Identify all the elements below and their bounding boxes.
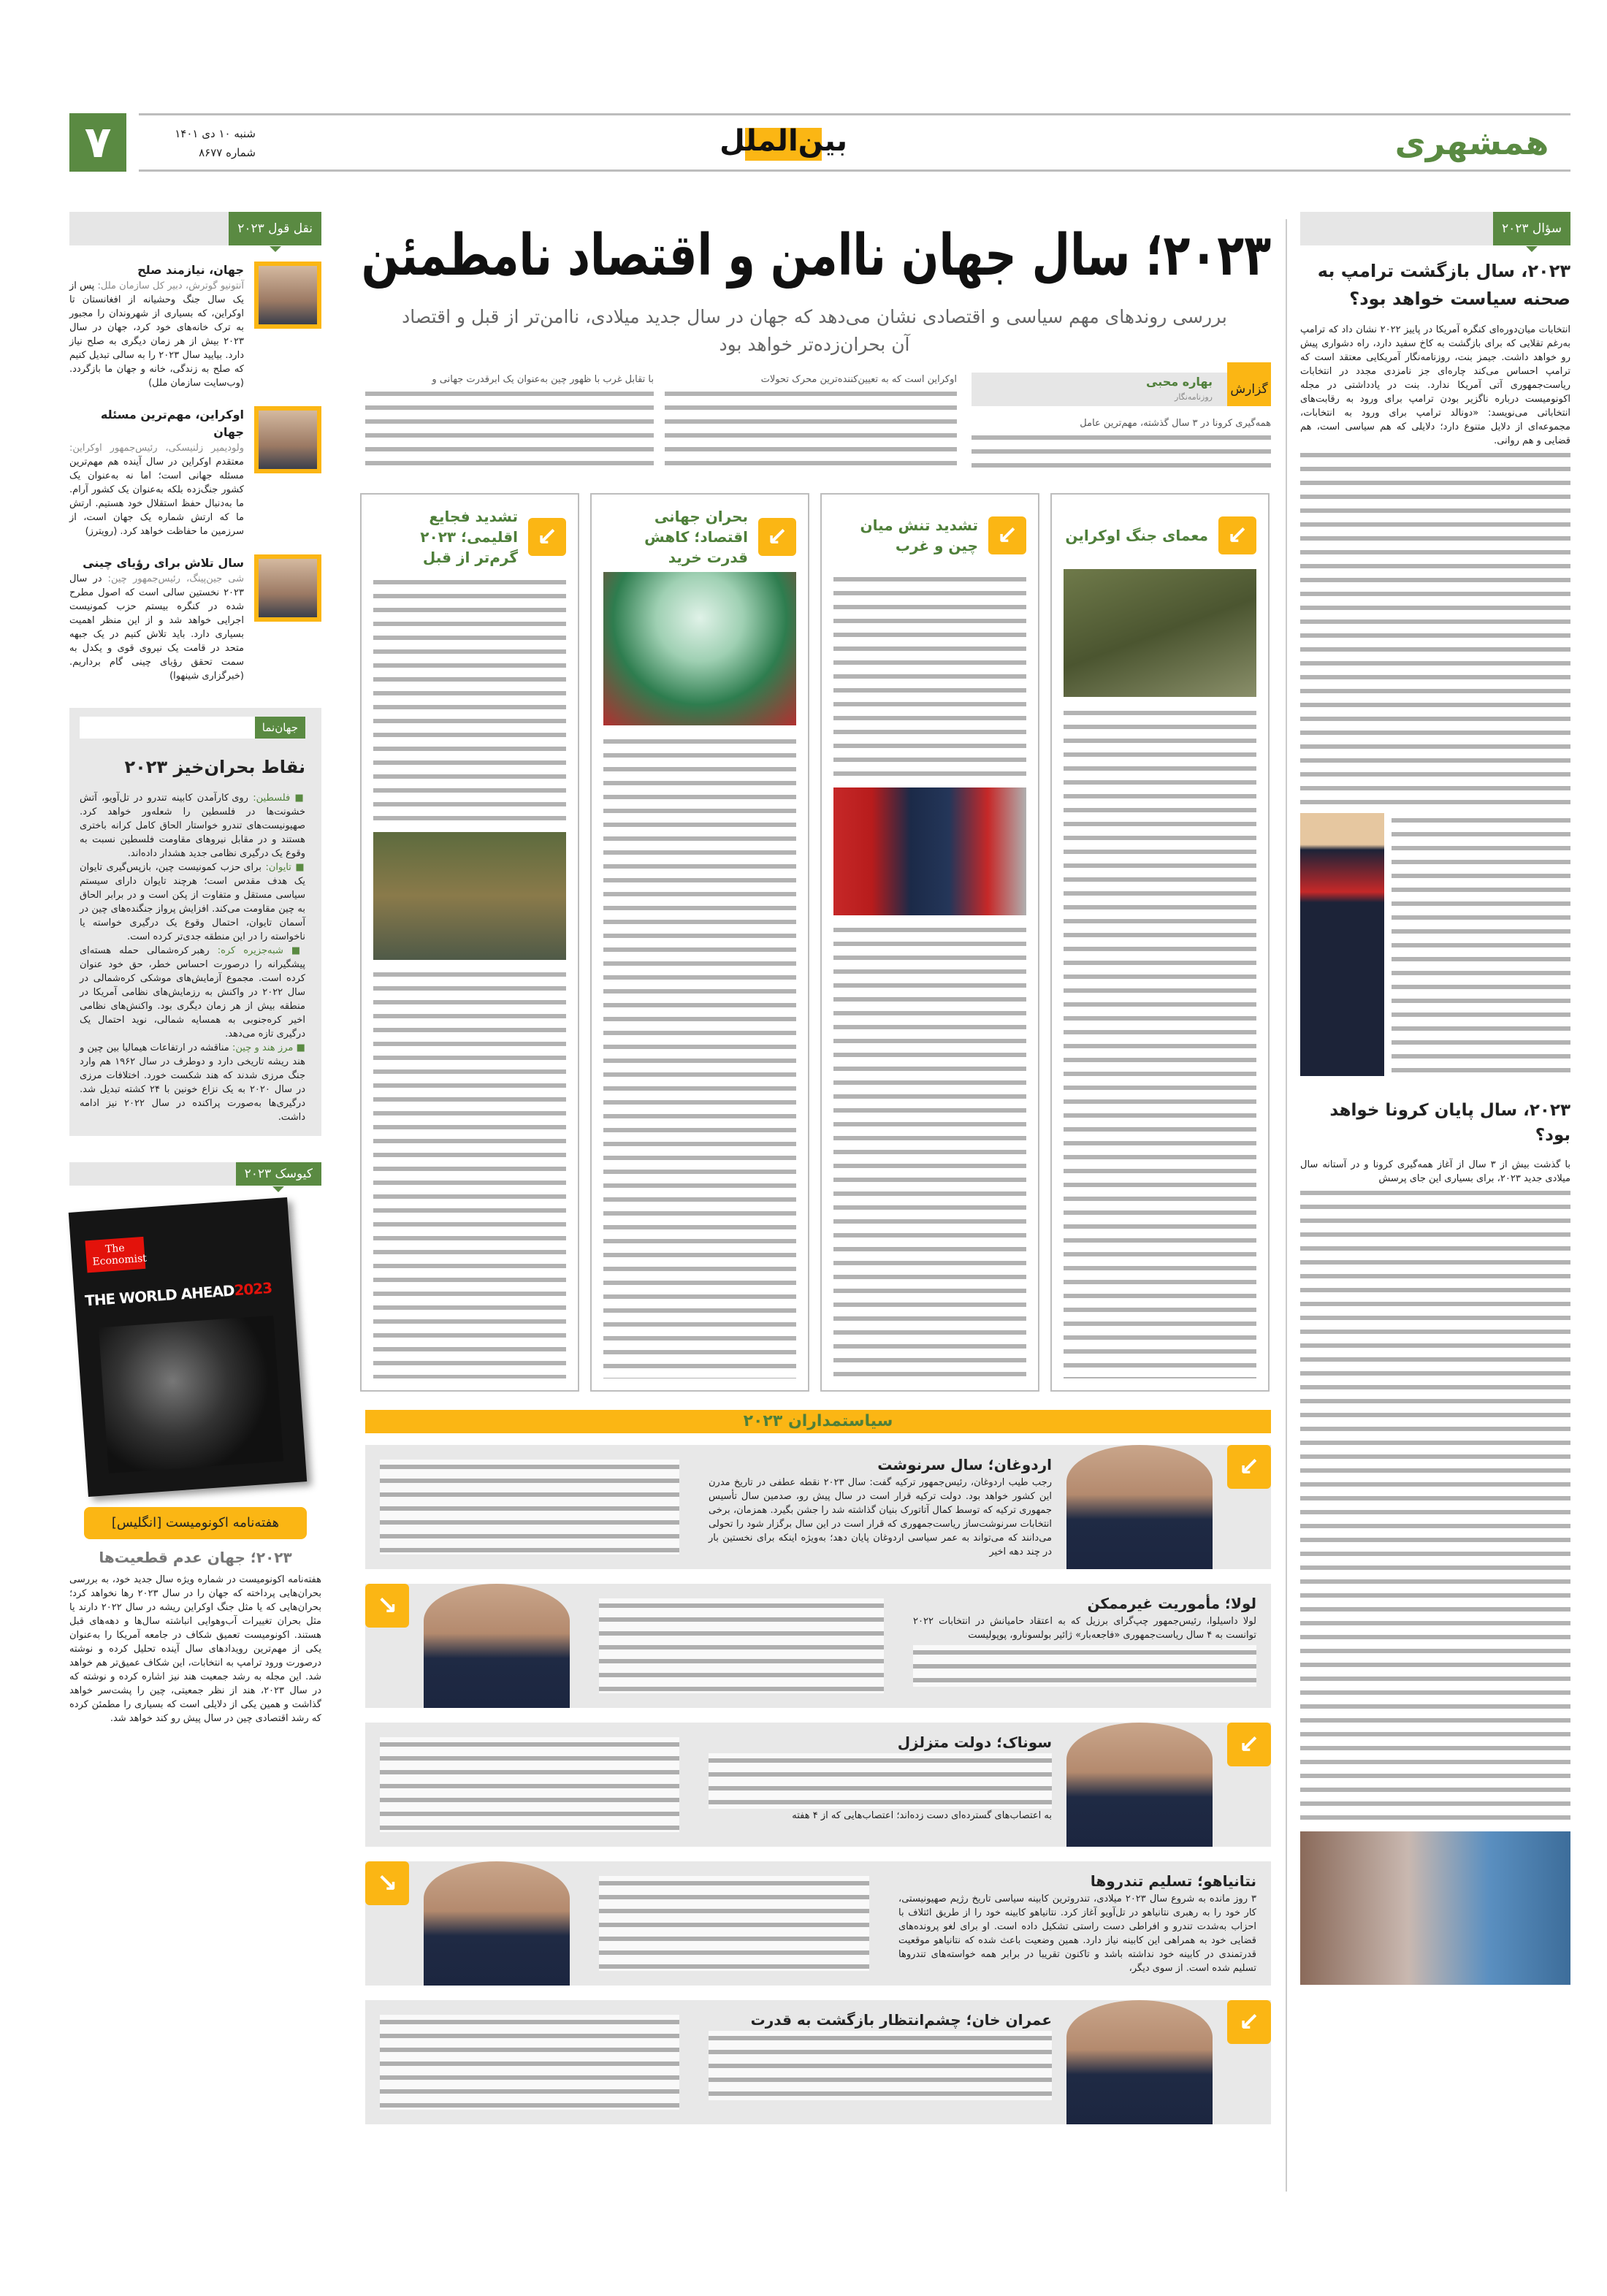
crisis-text: برای حزب کمونیست چین، بازپس‌گیری تایوان یک هدف مقدس است؛ هرچند تایوان دارای سیستم سیاسی مستقل و متفاوت از پکن است و در برابر الحاق به چین مقاومت می‌کند. افزایش پرواز جنگنده‌های چین در آسمان تایوان، احتمال وقوع یک درگیری خواسته یا ناخواسته را در این منطقه جدی‌تر کرده است. (80, 862, 305, 942)
flood-photo (373, 832, 566, 960)
main-subtitle: بررسی روندهای مهم سیاسی و اقتصادی نشان می‌دهد که جهان در سال جدید میلادی، ناامن‌تر از قبل و اقتصاد آن بحران‌زده‌تر خواهد بود (402, 306, 1227, 355)
erdogan-photo (1066, 1445, 1213, 1569)
arrow-down-left-icon: ↙ (1227, 2000, 1271, 2044)
xi-photo (254, 554, 321, 622)
crisis-title: نقاط بحران‌خیز ۲۰۲۳ (124, 757, 305, 777)
quotes-tag (69, 212, 321, 245)
crisis-text: رهبر کره‌شمالی حمله هسته‌ای پیشگیرانه را درصورت احساس خطر، حق خود عنوان کرده است. مجموع آزمایش‌های موشکی کره‌شمالی در سال ۲۰۲۲ در واکنش به رزمایش‌های نظامی آمریکا در منطقه بیش از هر زمان دیگری بود. واکنش‌های نظامی اخیر کره‌جنوبی به همسایه شمالی، نوید احتمال یک درگیری تازه می‌دهد. (80, 945, 306, 1040)
box-title: معمای جنگ اوکراین (1065, 527, 1208, 544)
box-body-text (1064, 706, 1256, 1378)
tag-label: نقل قول ۲۰۲۳ (229, 212, 321, 245)
crisis-text: روی کارآمدن کابینه تندرو در تل‌آویو، آتش خشونت‌ها در فلسطین را شعله‌ور خواهد کرد. صهیونیست‌های تندرو خواستار الحاق کامل کرانه باختری هستند و در مقابل نیروهای مقاومت فلسطین نسبت به وقوع یک درگیری نظامی جدید هشدار داده‌اند. (80, 793, 305, 859)
box-title: تشدید تنش میان چین و غرب (860, 516, 978, 554)
crisis-text: مناقشه در ارتفاعات هیمالیا بین چین و هند ریشه تاریخی دارد و دوطرف در سال ۱۹۶۲ هم وارد جنگ مرزی شدند که هند شکست خورد. اختلافات مرزی در سال ۲۰۲۰ به یک نزاع خونین با ۲۴ کشته تبدیل شد. درگیری‌ها به‌صورت پراکنده در سال ۲۰۲۲ نیز ادامه داشت. (80, 1042, 306, 1123)
trump-headline: ۲۰۲۳، سال بازگشت ترامپ به صحنه سیاست خواهد بود؟ (1317, 261, 1570, 309)
report-tag: گزارش (1227, 362, 1271, 406)
crisis-points-panel (69, 708, 321, 1136)
economist-cover (69, 1197, 307, 1497)
stock-market-umbrella-photo (603, 572, 796, 725)
quote-text (69, 279, 244, 390)
trump-photo (1300, 813, 1384, 1076)
left-column (69, 212, 321, 1725)
politician-title: نتانیاهو؛ تسلیم تندروها (1090, 1872, 1256, 1890)
box-header (373, 506, 566, 568)
quote-text (69, 572, 244, 683)
box-title: بحران جهانی اقتصاد؛ کاهش قدرت خرید (644, 508, 748, 566)
quote-guterres (69, 262, 321, 390)
question-tag (1300, 212, 1570, 245)
politician-erdogan (365, 1445, 1271, 1569)
arrow-down-left-icon: ↙ (1227, 1445, 1271, 1489)
report-byline (972, 373, 1271, 406)
quote-title: سال تلاش برای رؤیای چینی (83, 556, 244, 570)
politician-text-cont (380, 1460, 679, 1555)
tag-label: جهان‌نما (255, 717, 305, 739)
quote-content (69, 406, 244, 538)
topic-box-china-west (820, 493, 1039, 1392)
politician-text: رجب طیب اردوغان، رئیس‌جمهور ترکیه گفت: سال ۲۰۲۳ نقطه عطفی در تاریخ مدرن این کشور خواهد بود. دولت ترکیه قرار است در سال پیش رو، صدمین سال تأسیس جمهوری ترکیه که توسط کمال آتاتورک بنیان گذاشته شد را جشن بگیرد. همزمان، برخی انتخابات سرنوشت‌ساز ریاست‌جمهوری که قرار است در این سال برگزار شود را تحولی می‌دانند که می‌تواند به عمر سیاسی اردوغان پایان دهد؛ به‌ویژه اینکه برای نخستین بار در چند دهه اخیر (709, 1477, 1053, 1557)
politician-netanyahu (365, 1861, 1271, 1986)
politician-text-cont (599, 1876, 869, 1971)
crisis-label: فلسطین: (253, 793, 291, 804)
newspaper-logo[interactable]: همشهری (1394, 123, 1549, 162)
text-lines (709, 1753, 1052, 1809)
header-bottom-rule (139, 169, 1570, 172)
politician-text: ۳ روز مانده به شروع سال ۲۰۲۳ میلادی، تندروترین کابینه سیاسی تاریخ رژیم صهیونیستی، کار خود را به رهبری نتانیاهو در تل‌آویو آغاز کرد. نتانیاهو کابینه خود را از طریق ائتلاف با احزاب به‌شدت تندرو و افراطی دست راستی تشکیل داده است. او برای لغو پرونده‌های قضایی خود به همراهی این کابینه نیاز دارد. همین وضعیت باعث شده که نتانیاهو موقعیت قدرتمندی در کابینه خود نداشته باشد و تاکنون تقریبا در برابر همه خواسته‌های تندروها تسلیم شده است. از سوی دیگر، (898, 1893, 1256, 1974)
quote-content (69, 554, 244, 683)
crisis-label: شبه‌جزیره کره: (217, 945, 283, 956)
quote-text (69, 441, 244, 538)
box-body-text (603, 734, 796, 1378)
crisis-label: تایوان: (265, 862, 291, 873)
politician-title: عمران خان؛ چشم‌انتظار بازگشت به قدرت (750, 2011, 1052, 2029)
crisis-list (80, 791, 305, 1124)
bullet-square-icon: ■ (294, 793, 305, 804)
guterres-photo (254, 262, 321, 329)
quote-author: آنتونیو گوترش، دبیر کل سازمان ملل: (97, 281, 244, 291)
kiosk-caption: هفته‌نامه اکونومیست [انگلیس] (84, 1507, 307, 1539)
politician-title: اردوغان؛ سال سرنوشت (877, 1456, 1052, 1473)
box-body-text (833, 572, 1026, 780)
trump-body-cont (1392, 813, 1570, 1076)
header-top-rule (139, 113, 1570, 115)
tag-label: کیوسک ۲۰۲۳ (236, 1162, 321, 1186)
topic-box-climate (360, 493, 579, 1392)
crisis-item (80, 944, 305, 1041)
quote-xi (69, 554, 321, 683)
quote-body: در سال ۲۰۲۳ نخستین سالی است که اصول مطرح شده در کنگره بیستم حزب کمونیست اجرایی خواهد شد و از این منظر اهمیت بسیاری دارد. باید تلاش کنیم در یک جبهه متحد در قامت یک نیروی قوی و یکدل به سمت تحقق رؤیای چینی گام برداریم. (خبرگزاری شینهوا) (69, 573, 244, 682)
cover-collage (99, 1316, 283, 1473)
zelensky-photo (254, 406, 321, 473)
politician-text: لولا داسیلوا، رئیس‌جمهور چپ‌گرای برزیل که به اعتقاد حامیانش در انتخابات ۲۰۲۲ توانست به ۴ سال ریاست‌جمهوری «فاجعه‌بار» ژائیر بولسونارو، پوپولیست (913, 1616, 1256, 1641)
text-lines (365, 386, 654, 470)
quote-title: اوکراین، مهم‌ترین مسئله جهان (100, 408, 244, 439)
intro-text: همه‌گیری کرونا در ۳ سال گذشته، مهم‌ترین عامل (1080, 418, 1271, 429)
crisis-item (80, 791, 305, 861)
arrow-down-left-icon: ↙ (758, 518, 796, 556)
politician-title: لولا؛ مأموریت غیرممکن (1087, 1595, 1256, 1612)
politician-text-block (898, 1861, 1271, 1986)
date-block (139, 124, 256, 162)
trump-photo-row (1300, 813, 1570, 1076)
intro-text: با تقابل غرب با ظهور چین به‌عنوان یک ابرقدرت جهانی و (432, 374, 654, 385)
cover-year: 2023 (233, 1278, 272, 1300)
column-divider (1286, 219, 1287, 2192)
text-lines (972, 430, 1271, 472)
right-column (1300, 212, 1570, 1985)
cover-title (84, 1279, 272, 1310)
imran-khan-photo (1066, 2000, 1213, 2124)
crisis-item (80, 1041, 305, 1124)
kiosk-body: هفته‌نامه اکونومیست در شماره ویژه سال جدید خود، به بررسی بحران‌هایی پرداخته که جهان را در سال ۲۰۲۳ رها نخواهد کرد؛ بحران‌هایی که یا مثل جنگ اوکراین ریشه در سال ۲۰۲۲ دارند یا مثل بحران تغییرات آب‌وهوایی انباشته سال‌ها و دهه‌های قبل هستند. اکونومیست تعمیق شکاف در جامعه آمریکا را به‌عنوان یکی از مهم‌ترین رویدادهای سال آینده تحلیل کرده و نوشته درصورت ورود ترامپ به انتخابات، این شکاف عمیق‌تر هم خواهد شد. این مجله به رشد جمعیت هند نیز اشاره کرده و نوشته که در سال ۲۰۲۳، هند از نظر جمعیتی، چین را پشت‌سر خواهد گذاشت و همین یکی از دلایلی است که بسیاری را مطمئن کرده که رشد اقتصادی چین در سال پیش رو کند خواهد شد. (69, 1574, 322, 1724)
trump-body-cont (1300, 448, 1570, 809)
jahan-nama-tag (80, 717, 305, 739)
main-headline-wrap (362, 216, 1271, 296)
issue-date: شنبه ۱۰ دی ۱۴۰۱ (175, 127, 256, 140)
author-role: روزنامه‌نگار (1175, 392, 1213, 402)
arrow-down-left-icon: ↙ (528, 518, 566, 556)
box-body-text (833, 923, 1026, 1378)
intro-col-2 (665, 373, 957, 470)
corona-headline: ۲۰۲۳، سال پایان کرونا خواهد بود؟ (1329, 1101, 1570, 1145)
arrow-down-right-icon: ↘ (365, 1584, 409, 1628)
corona-body: با گذشت بیش از ۳ سال از آغاز همه‌گیری کرونا و در آستانه سال میلادی جدید ۲۰۲۳، برای بسیاری این جای پرسش (1300, 1159, 1570, 1184)
quote-zelensky (69, 406, 321, 538)
lula-photo (424, 1584, 570, 1708)
quote-title: جهان، نیازمند صلح (137, 263, 244, 277)
topic-box-economy (590, 493, 809, 1392)
arrow-down-left-icon: ↙ (1227, 1723, 1271, 1766)
arrow-down-left-icon: ↙ (988, 516, 1026, 554)
politician-text-block (709, 1723, 1052, 1847)
netanyahu-photo (424, 1861, 570, 1986)
topic-box-ukraine (1050, 493, 1270, 1392)
politician-text-cont (599, 1598, 884, 1693)
arrow-down-right-icon: ↘ (365, 1861, 409, 1905)
soldier-photo (1064, 569, 1256, 697)
box-title: تشدید فجایع اقلیمی؛ ۲۰۲۳ گرم‌تر از قبل (420, 508, 518, 566)
crisis-label: مرز هند و چین: (232, 1042, 294, 1053)
politicians-banner: سیاستمداران ۲۰۲۳ (365, 1410, 1271, 1433)
bullet-square-icon: ■ (295, 862, 305, 873)
text-lines (913, 1645, 1256, 1687)
text-lines (709, 2031, 1052, 2100)
page-number: ۷ (69, 113, 126, 172)
politician-sunak (365, 1723, 1271, 1847)
author-name: بهاره محبی (1146, 375, 1213, 389)
crisis-item (80, 861, 305, 944)
corona-body-cont (1300, 1186, 1570, 1824)
sunak-photo (1066, 1723, 1213, 1847)
economist-cover-area (69, 1186, 321, 1507)
quote-content (69, 262, 244, 390)
box-header (833, 506, 1026, 565)
bullet-square-icon: ■ (296, 1042, 305, 1053)
trump-body: انتخابات میان‌دوره‌ای کنگره آمریکا در پاییز ۲۰۲۲ نشان داد که ترامپ به‌رغم تقلایی که برای بازگشت به کاخ سفید دارد، راه دشواری پیش رو خواهد داشت. جیمز بنت، روزنامه‌نگار آمریکایی معتقد است که ترامپ احساس می‌کند چاره‌ای جز نامزدی مجدد در انتخابات ریاست‌جمهوری آتی آمریکا ندارد. بنت در یادداشتی در مجله اکونومیست درباره ناگزیر بودن ترامپ برای ورود به رقابت‌های انتخاباتی می‌نویسد: «دونالد ترامپ برای ورود به انتخابات، مجموعه‌ای از دلایل متنوع دارد؛ دلایلی که هم سیاسی است، هم قضایی و هم روانی. (1300, 324, 1570, 446)
box-header (1064, 506, 1256, 565)
intro-col-1 (972, 416, 1271, 472)
main-headline: ۲۰۲۳؛ سال جهان ناامن و اقتصاد نامطمئن (361, 223, 1271, 289)
quote-body: معتقدم اوکراین در سال آینده هم مهم‌ترین مسئله جهانی است؛ اما نه به‌عنوان یک کشور جنگ‌زده بلکه به‌عنوان یک کشور آرام. ما به‌دنبال حفظ استقلال خود هستیم. ارتش ما که ارتش شماره یک جهان است، از سرزمین ما حفاظت خواهد کرد. (رویترز) (69, 457, 244, 537)
box-header (603, 506, 796, 568)
vaccination-photo (1300, 1831, 1570, 1985)
quote-body: پس از یک سال جنگ وحشیانه از افغانستان تا اوکراین، که بسیاری از شهروندان را مجبور به ترک خانه‌های خود کرد، جهان در سال ۲۰۲۳ بیش از هر زمان دیگری به صلح نیاز دارد. بیایید سال ۲۰۲۳ را به سالی تبدیل کنیم که صلح به زندگی، خانه و جهان ما بازگردد. (وب‌سایت سازمان ملل) (69, 281, 244, 389)
kiosk-title: ۲۰۲۳؛ جهان عدم قطعیت‌ها (99, 1549, 292, 1566)
intro-text: اوکراین است که به تعیین‌کننده‌ترین محرک تحولات (760, 374, 957, 385)
economist-logo: The Economist (85, 1237, 146, 1273)
bullet-square-icon: ■ (291, 945, 306, 956)
politician-text: به اعتصاب‌های گسترده‌ای دست زده‌اند؛ اعتصاب‌هایی که از ۴ هفته (792, 1810, 1052, 1821)
box-body-text (373, 967, 566, 1378)
intro-col-3 (365, 373, 654, 470)
politician-text-block (913, 1584, 1271, 1708)
politician-text-cont (380, 1737, 679, 1832)
tag-label: سؤال ۲۰۲۳ (1493, 212, 1570, 245)
politician-text-cont (380, 2015, 679, 2110)
box-body-text (373, 575, 566, 825)
section-title: بین‌الملل (719, 124, 847, 158)
politicians-list (365, 1445, 1271, 2124)
biden-xi-photo (833, 787, 1026, 915)
arrow-down-left-icon: ↙ (1218, 516, 1256, 554)
issue-number: شماره ۸۶۷۷ (199, 146, 256, 159)
politician-title: سوناک؛ دولت متزلزل (897, 1734, 1052, 1751)
politician-text-block (709, 2000, 1052, 2124)
politician-text-block (709, 1445, 1052, 1569)
text-lines (665, 386, 957, 470)
cover-title-text: THE WORLD AHEAD (84, 1281, 235, 1310)
kiosk-tag (69, 1162, 321, 1186)
politician-imran-khan (365, 2000, 1271, 2124)
quote-author: ولودیمیر زلنیسکی، رئیس‌جمهور اوکراین: (69, 443, 244, 454)
quote-author: شی جین‌پینگ، رئیس‌جمهور چین: (107, 573, 244, 584)
politician-lula (365, 1584, 1271, 1708)
